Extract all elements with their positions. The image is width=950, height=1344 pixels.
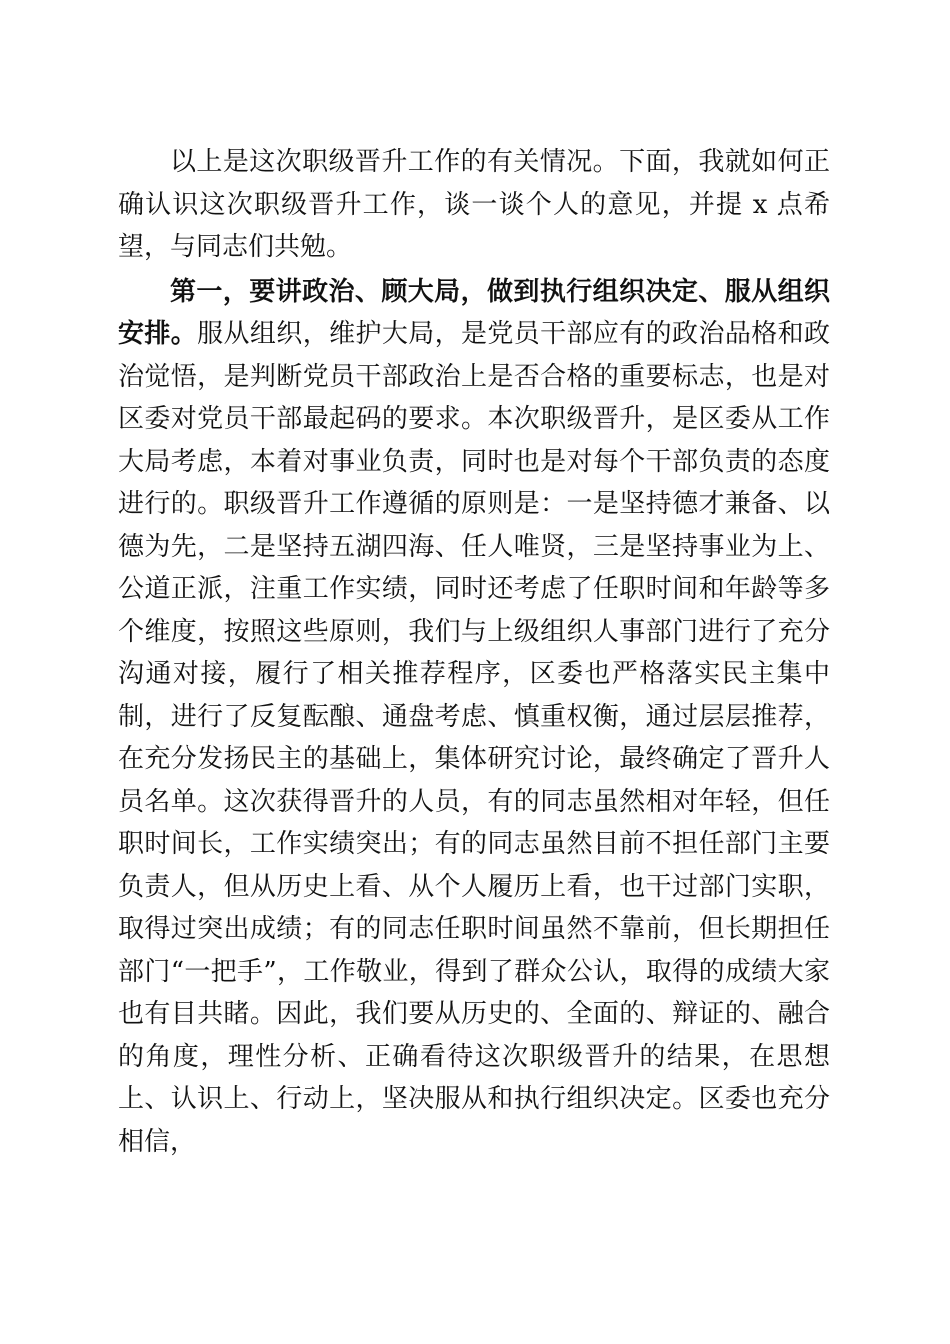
paragraph-intro: [118, 141, 830, 269]
first-point-heading: 第一，要讲政治、顾大局，做到执行组织决定、服从组织安排。: [118, 276, 830, 349]
first-point-body: 服从组织，维护大局，是党员干部应有的政治品格和政治觉悟，是判断党员干部政治上是否合格的重要标志，也是对区委对党员干部最起码的要求。本次职级晋升，是区委从工作大局考虑，本着对事业负责，同时也是对每个干部负责的态度进行的。职级晋升工作遵循的原则是：一是坚持德才兼备、以德为先，二是坚持五湖四海、任人唯贤，三是坚持事业为上、公道正派，注重工作实绩，同时还考虑了任职时间和年龄等多个维度，按照这些原则，我们与上级组织人事部门进行了充分沟通对接，履行了相关推荐程序，区委也严格落实民主集中制，进行了反复酝酿、通盘考虑、慎重权衡，通过层层推荐，在充分发扬民主的基础上，集体研究讨论，最终确定了晋升人员名单。这次获得晋升的人员，有的同志虽然相对年轻，但任职时间长，工作实绩突出；有的同志虽然目前不担任部门主要负责人，但从历史上看、从个人履历上看，也干过部门实职，取得过突出成绩；有的同志任职时间虽然不靠前，但长期担任部门“一把手”，工作敬业，得到了群众公认，取得的成绩大家也有目共睹。因此，我们要从历史的、全面的、辩证的、融合的角度，理性分析、正确看待这次职级晋升的结果，在思想上、认识上、行动上，坚决服从和执行组织决定。区委也充分相信，: [118, 319, 830, 1157]
paragraph-intro-text: 以上是这次职级晋升工作的有关情况。下面，我就如何正确认识这次职级晋升工作，谈一谈个人的意见，并提 x 点希望，与同志们共勉。: [118, 147, 830, 262]
document-body: [118, 141, 830, 1163]
paragraph-first-point: [118, 271, 830, 1164]
